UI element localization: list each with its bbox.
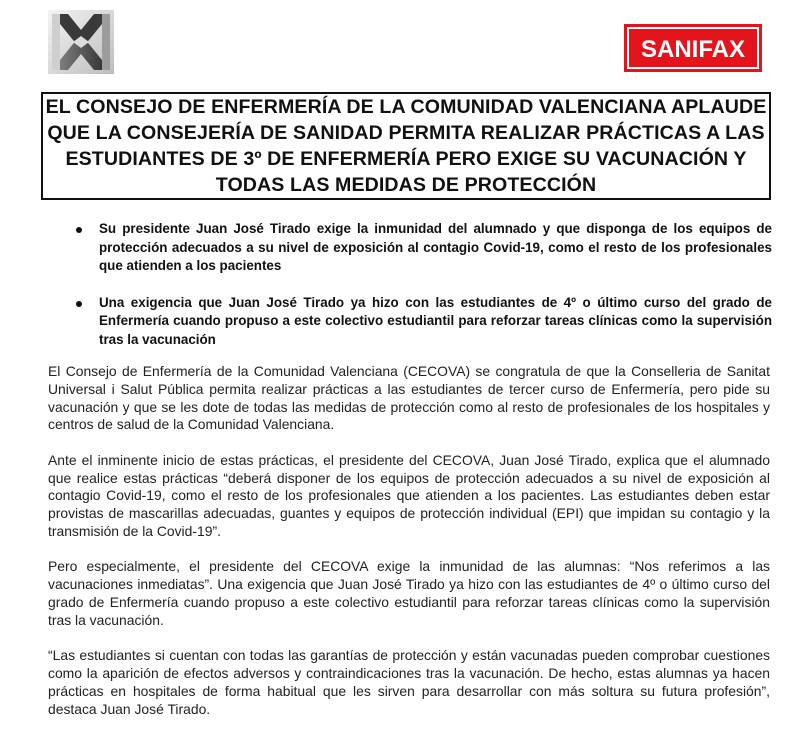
body-paragraph: Ante el inminente inicio de estas prácticas, el presidente del CECOVA, Juan José Tirado, explica que el alumnado que realice estas prácticas “deberá disponer de los equipos de protección adecuados a su nivel de exposición al contagio Covid-19, como el resto de los profesionales que atienden a los pacientes. Las estudiantes deben estar provistas de mascarillas adecuadas, guantes y equipos de protección individual (EPI) que impidan su contagio y la transmisión de la Covid-19”.	[48, 451, 770, 539]
highlight-item	[72, 220, 772, 276]
highlight-text: Su presidente Juan José Tirado exige la inmunidad del alumnado y que disponga de los equipos de protección adecuados a su nivel de exposición al contagio Covid-19, como el resto de los profesionales que atienden a los pacientes	[99, 221, 772, 274]
body-paragraph: Pero especialmente, el presidente del CECOVA exige la inmunidad de las alumnas: “Nos referimos a las vacunaciones inmediatas”. Una exigencia que Juan José Tirado ya hizo con las estudiantes de 4º o último curso del grado de Enfermería cuando propuso a este colectivo estudiantil para reforzar tareas clínicas como la supervisión tras la vacunación.	[48, 558, 770, 628]
highlight-item	[72, 294, 772, 350]
article-body	[48, 363, 770, 718]
highlights-list	[72, 220, 772, 350]
headline-box	[41, 92, 771, 200]
bullet-dot-icon	[76, 301, 82, 307]
body-paragraph: “Las estudiantes si cuentan con todas las garantías de protección y están vacunadas pueden comprobar cuestiones como la aparición de efectos adversos y contraindicaciones tras la vacunación. De hecho, estas alumnas ya hacen prácticas en hospitales de forma habitual que les sirven para desarrollar con más soltura su futura profesión”, destaca Juan José Tirado.	[48, 647, 770, 717]
page-title: EL CONSEJO DE ENFERMERÍA DE LA COMUNIDAD VALENCIANA APLAUDE QUE LA CONSEJERÍA DE SANIDAD PERMITA REALIZAR PRÁCTICAS A LAS ESTUDIANTES DE 3º DE ENFERMERÍA PERO EXIGE SU VACUNACIÓN Y TODAS LAS MEDIDAS DE PROTECCIÓN	[45, 96, 767, 196]
highlight-text: Una exigencia que Juan José Tirado ya hizo con las estudiantes de 4º o último curso del grado de Enfermería cuando propuso a este colectivo estudiantil para reforzar tareas clínicas como la supervisión tras la vacunación	[99, 294, 772, 347]
body-paragraph: El Consejo de Enfermería de la Comunidad Valenciana (CECOVA) se congratula de que la Conselleria de Sanitat Universal i Salut Pública permita realizar prácticas a las estudiantes de tercer curso de Enfermería, pero pide su vacunación y que se les dote de todas las medidas de protección como al resto de profesionales de los hospitales y centros de salud de la Comunidad Valenciana.	[48, 363, 770, 433]
sanifax-logo	[624, 24, 762, 72]
bullet-dot-icon	[76, 227, 82, 233]
geometric-x-logo-icon	[48, 10, 114, 74]
svg-text:SANIFAX: SANIFAX	[640, 36, 746, 63]
